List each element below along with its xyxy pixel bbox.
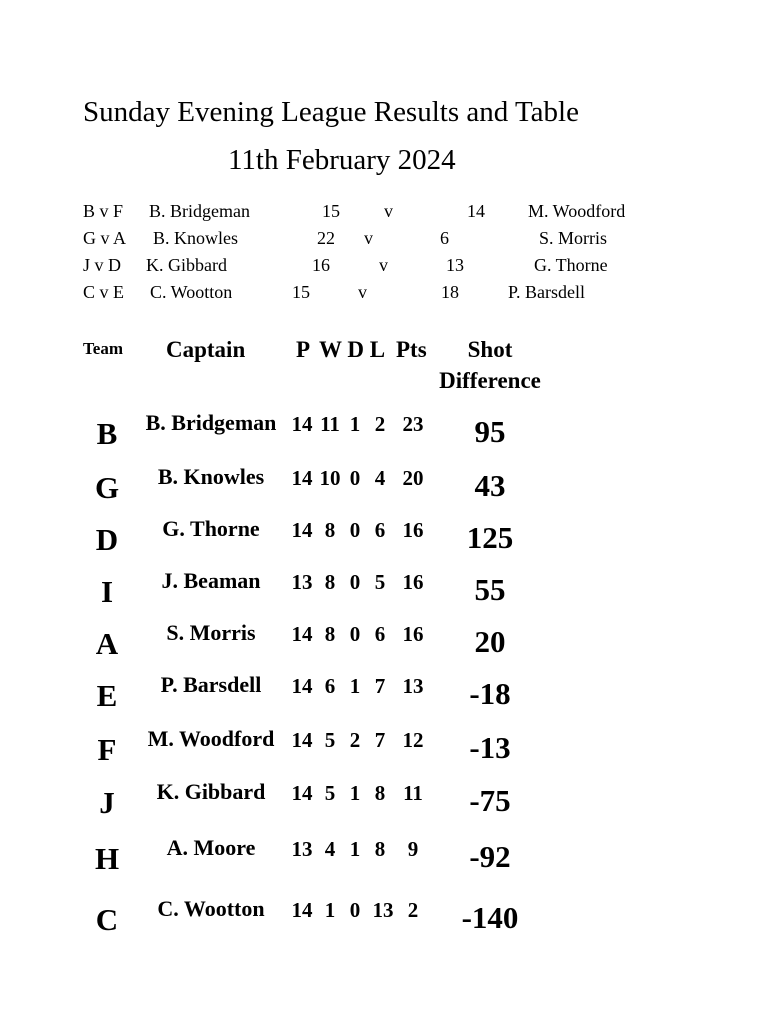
header-points: Pts <box>396 337 427 362</box>
points: 16 <box>402 622 424 646</box>
drawn: 0 <box>349 570 361 594</box>
shot-difference: -13 <box>469 730 511 765</box>
table-row <box>0 514 768 564</box>
won: 8 <box>324 518 336 542</box>
won: 5 <box>324 781 336 805</box>
captain-name: M. Woodford <box>147 726 275 751</box>
captain-name: C. Wootton <box>157 896 265 921</box>
header-team: Team <box>83 339 123 358</box>
team-letter: G <box>94 470 120 505</box>
result-home-score: 16 <box>312 255 330 275</box>
points: 12 <box>402 728 424 752</box>
lost: 6 <box>374 518 386 542</box>
result-row <box>0 225 768 252</box>
team-letter: H <box>94 841 120 876</box>
table-row <box>0 670 768 720</box>
played: 14 <box>291 898 313 922</box>
table-row <box>0 833 768 883</box>
result-home-player: K. Gibbard <box>146 255 227 275</box>
captain-name: S. Morris <box>166 620 256 645</box>
lost: 4 <box>374 466 386 490</box>
points: 2 <box>407 898 419 922</box>
lost: 6 <box>374 622 386 646</box>
shot-difference: 95 <box>474 414 506 449</box>
header-captain: Captain <box>166 337 246 362</box>
result-away-score: 13 <box>446 255 464 275</box>
result-row <box>0 279 768 306</box>
result-versus: v <box>358 282 367 302</box>
won: 11 <box>320 412 340 436</box>
header-won-drawn-lost: W D L <box>319 337 386 362</box>
team-letter: J <box>99 785 115 820</box>
drawn: 2 <box>349 728 361 752</box>
won: 10 <box>319 466 341 490</box>
points: 11 <box>403 781 423 805</box>
lost: 8 <box>374 781 386 805</box>
captain-name: B. Bridgeman <box>145 410 277 435</box>
points: 23 <box>402 412 424 436</box>
header-shot: Shot <box>467 337 513 362</box>
table-row <box>0 894 768 944</box>
won: 8 <box>324 570 336 594</box>
result-away-player: S. Morris <box>539 228 608 248</box>
points: 16 <box>402 570 424 594</box>
points: 16 <box>402 518 424 542</box>
played: 13 <box>291 570 313 594</box>
drawn: 0 <box>349 622 361 646</box>
captain-name: P. Barsdell <box>160 672 262 697</box>
result-home-score: 22 <box>317 228 335 248</box>
drawn: 1 <box>349 412 361 436</box>
captain-name: K. Gibbard <box>156 779 266 804</box>
result-versus: v <box>379 255 388 275</box>
shot-difference: 55 <box>474 572 506 607</box>
result-row <box>0 198 768 225</box>
shot-difference: -140 <box>461 900 519 935</box>
drawn: 1 <box>349 674 361 698</box>
result-away-score: 6 <box>440 228 449 248</box>
page-title: Sunday Evening League Results and Table <box>83 96 579 128</box>
result-versus: v <box>384 201 393 221</box>
won: 4 <box>324 837 336 861</box>
drawn: 0 <box>349 898 361 922</box>
team-letter: I <box>100 574 114 609</box>
shot-difference: 20 <box>474 624 506 659</box>
shot-difference: -92 <box>469 839 511 874</box>
result-away-player: P. Barsdell <box>508 282 586 302</box>
result-home-player: C. Wootton <box>150 282 233 302</box>
shot-difference: 43 <box>474 468 506 503</box>
result-fixture: G v A <box>83 228 127 248</box>
points: 20 <box>402 466 424 490</box>
team-letter: B <box>96 416 118 451</box>
team-letter: F <box>97 732 117 767</box>
played: 14 <box>291 781 313 805</box>
table-row <box>0 724 768 774</box>
result-away-player: G. Thorne <box>534 255 608 275</box>
played: 14 <box>291 518 313 542</box>
table-row <box>0 618 768 668</box>
table-row <box>0 408 768 458</box>
table-row <box>0 462 768 512</box>
played: 14 <box>291 622 313 646</box>
lost: 8 <box>374 837 386 861</box>
header-played: P <box>296 337 311 362</box>
lost: 5 <box>374 570 386 594</box>
result-away-score: 18 <box>441 282 459 302</box>
result-away-score: 14 <box>467 201 485 221</box>
result-away-player: M. Woodford <box>528 201 626 221</box>
team-letter: D <box>95 522 119 557</box>
drawn: 0 <box>349 466 361 490</box>
played: 14 <box>291 728 313 752</box>
drawn: 1 <box>349 781 361 805</box>
shot-difference: 125 <box>466 520 514 555</box>
captain-name: A. Moore <box>166 835 256 860</box>
won: 1 <box>324 898 336 922</box>
result-home-score: 15 <box>322 201 340 221</box>
lost: 2 <box>374 412 386 436</box>
header-difference: Difference <box>439 368 541 393</box>
played: 14 <box>291 466 313 490</box>
team-letter: E <box>96 678 118 713</box>
result-fixture: J v D <box>83 255 122 275</box>
points: 13 <box>402 674 424 698</box>
won: 5 <box>324 728 336 752</box>
points: 9 <box>407 837 419 861</box>
drawn: 0 <box>349 518 361 542</box>
lost: 7 <box>374 674 386 698</box>
lost: 13 <box>372 898 394 922</box>
played: 13 <box>291 837 313 861</box>
table-row <box>0 777 768 827</box>
result-fixture: C v E <box>83 282 125 302</box>
captain-name: G. Thorne <box>162 516 260 541</box>
result-fixture: B v F <box>83 201 124 221</box>
lost: 7 <box>374 728 386 752</box>
table-row <box>0 566 768 616</box>
shot-difference: -75 <box>469 783 511 818</box>
won: 6 <box>324 674 336 698</box>
played: 14 <box>291 674 313 698</box>
team-letter: C <box>95 902 119 937</box>
won: 8 <box>324 622 336 646</box>
page-date: 11th February 2024 <box>228 144 456 176</box>
result-home-player: B. Knowles <box>153 228 238 248</box>
played: 14 <box>291 412 313 436</box>
result-versus: v <box>364 228 373 248</box>
captain-name: J. Beaman <box>161 568 261 593</box>
result-home-score: 15 <box>292 282 310 302</box>
result-home-player: B. Bridgeman <box>149 201 250 221</box>
result-row <box>0 252 768 279</box>
captain-name: B. Knowles <box>157 464 265 489</box>
team-letter: A <box>95 626 119 661</box>
drawn: 1 <box>349 837 361 861</box>
shot-difference: -18 <box>469 676 511 711</box>
